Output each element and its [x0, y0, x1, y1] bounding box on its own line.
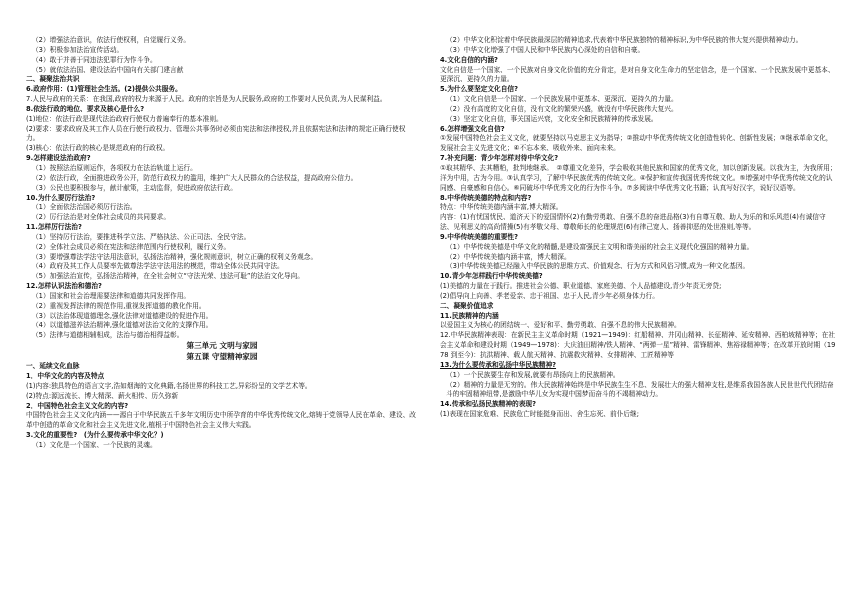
section-heading: 7.补充问题：青少年怎样对待中华文化? [440, 154, 559, 163]
text-line: （1）全面依法治国必须厉行法治。 [32, 203, 137, 212]
section-heading: 10.青少年怎样践行中华传统美德? [440, 272, 543, 281]
text-line: （2）精神的力量是无穷的。伟大民族精神始终是中华民族生生不息、发展壮大的强大精神支柱,是维系我国各族人民世世代代团结奋斗的牢固精神纽带,是激励中华儿女为实现中国梦而奋斗的不竭精神动力。 [446, 380, 834, 399]
text-line: （2）重视发挥法律的规范作用,重视发挥道德的教化作用。 [32, 301, 206, 310]
text-line: (1)美德的力量在于践行。推进社会公德、职业道德、家庭美德、个人品德建设,青少年责无旁贷; [440, 282, 722, 291]
text-line: 12.中华民族精神表现：在新民主主义革命时期（1921—1949)：红船精神、井冈山精神、长征精神、延安精神、西柏坡精神等；在社会主义革命和建设时期（1949—1978)：大庆油田精神/铁人精神、“两弹一星”精神、雷锋精神、焦裕禄精神等；在改革开放时期（1978 到至今)：抗洪精神、载人航天精神、抗震救灾精神、女排精神、工匠精神等 [440, 331, 836, 359]
section-heading: 11.怎样厉行法治? [26, 223, 82, 232]
section-heading: 第五课 守望精神家园 [186, 351, 258, 361]
section-heading: 一、延续文化血脉 [26, 362, 80, 371]
section-heading: 10.为什么要厉行法治? [26, 193, 96, 202]
text-line: (1)表现在国家危难、民族危亡时能挺身而出、舍生忘死、前仆后继; [440, 410, 639, 419]
section-heading: 5.为什么要坚定文化自信? [440, 85, 518, 94]
text-line: （1）坚持厉行法治，要推进科学立法、严格执法、公正司法、全民守法。 [32, 232, 251, 241]
text-line: （4）以道德滋养法治精神,强化道德对法治文化的支撑作用。 [32, 321, 213, 330]
text-line: （3）积极参加法治宣传活动。 [32, 45, 124, 54]
text-line: (2)倡导向上向善、孝老爱亲、忠于祖国、忠于人民,青少年必须身体力行。 [440, 291, 659, 300]
text-line: （2）中华传统美德内涵丰富，博大精深。 [446, 252, 571, 261]
section-heading: 13.为什么要传承和弘扬中华民族精神? [440, 360, 557, 369]
section-heading: 4.文化自信的内涵? [440, 55, 498, 64]
text-line: 中国特色社会主义文化内涵——源自于中华民族五千多年文明历史中所孕育的中华优秀传统文化,熔铸于党领导人民在革命、建设、改革中创造的革命文化和社会主义先进文化,植根于中国特色社会主义伟大实践。 [26, 411, 416, 430]
text-line: （5）法律与道德相辅相成，法治与德治相得益彰。 [32, 331, 184, 340]
text-line: （1）中华传统美德是中华文化的精髓,是建设富强民主文明和谐美丽的社会主义现代化强国的精神力量。 [446, 242, 754, 251]
text-line: （5）加强法治宣传，弘扬法治精神，在全社会树立“守法光荣、违法可耻”的法治文化导向。 [32, 272, 304, 281]
section-heading: 11.民族精神的内涵 [440, 311, 499, 320]
text-line: （3）中华文化增强了中国人民和中华民族内心深处的自信和自豪。 [446, 45, 645, 54]
text-line: （1）文化是一个国家、一个民族的灵魂。 [32, 440, 157, 449]
section-heading: 9.怎样建设法治政府? [26, 154, 91, 163]
text-line: （2）依法行政，全面推进政务公开，防范行政权力的滥用，维护广大人民群众的合法权益，提高政府公信力。 [32, 173, 358, 182]
text-line: 以爱国主义为核心的团结统一、爱好和平、勤劳勇敢、自强不息的伟大民族精神。 [440, 321, 681, 330]
text-line: （1）按照法治原则运作，各项权力在法治轨道上运行。 [32, 163, 197, 172]
section-heading: 14.传承和弘扬民族精神的表现? [440, 400, 536, 409]
section-heading: 1．中华文化的内容及特点 [26, 372, 105, 380]
section-heading: 2．中国特色社会主义文化的内容? [26, 401, 129, 410]
text-line: (1)地位：依法行政是现代法治政府行使权力普遍奉行的基本准则。 [26, 114, 223, 123]
text-line: (1)内容:独具特色的语言文字,浩如烟海的文化典籍,名扬世界的科技工艺,异彩纷呈的文学艺术等。 [26, 381, 312, 390]
text-line: （2）没有高度的文化自信，没有文化的繁荣兴盛，就没有中华民族伟大复兴。 [446, 104, 678, 113]
text-line: 7.人民与政府的关系：在我国,政府的权力来源于人民。政府的宗旨是为人民服务,政府的工作要对人民负责,为人民谋利益。 [26, 95, 387, 104]
text-line: （2）增强法治意识，依法行使权利，自觉履行义务。 [32, 36, 191, 44]
text-line: (3)核心：依法行政的核心是规范政府的行政权。 [26, 144, 170, 153]
text-line: （1）一个民族要生存和发展,就要有昂扬向上的民族精神。 [446, 370, 620, 379]
section-heading: 3.文化的重要性? (为什么要传承中华文化？) [26, 431, 164, 440]
text-line: （3)中华传统美德已经融入中华民族的思维方式、价值观念、行为方式和风俗习惯,成为一种文化基因。 [446, 262, 750, 271]
text-line: 内容：(1)有忧国忧民、道济天下的爱国情怀(2)有勤劳勇敢、自强不息的奋进品格(3)有自尊互敬、助人为乐的和乐风范(4)有诚信守法、见利思义的高尚情操(5)有孝敬父母、尊敬师长的伦理规范(6)有律己宽人、扬善抑恶的处世准则,等等。 [440, 213, 826, 232]
text-line: （2）厉行法治是对全体社会成员的共同要求。 [32, 213, 171, 222]
text-line: （3）公民也要积极参与，献计献策，主动监督，促进政府依法行政。 [32, 183, 237, 192]
section-heading: 12.怎样认识法治和德治? [26, 282, 102, 291]
section-heading: 二、凝聚法治共识 [26, 75, 80, 84]
section-heading: 8.中华传统美德的特点和内容? [440, 193, 532, 202]
text-line: （2）全体社会成员必须在宪法和法律范围内行使权利，履行义务。 [32, 242, 231, 251]
section-heading: 6.怎样增强文化自信? [440, 124, 505, 133]
left-column [26, 36, 418, 451]
text-line: (2)要求：要求政府及其工作人员在行使行政权力、管理公共事务时必须由宪法和法律授权,并且依据宪法和法律的规定正确行使权力。 [26, 124, 406, 143]
text-line: （3）要增强尊法学法守法用法意识，弘扬法治精神，强化规则意识，树立正确的权利义务观念。 [32, 252, 318, 261]
text-line: ①发展中国特色社会主义文化，就要坚持以马克思主义为指导；②推动中华优秀传统文化创造性转化、创新性发展；③继承革命文化，发展社会主义先进文化；④不忘本来、吸收外来、面向未来。 [440, 134, 833, 153]
text-line: 文化自信是一个国家、一个民族对自身文化价值的充分肯定，是对自身文化生命力的坚定信念，是一个国家、一个民族发展中更基本、更深沉、更持久的力量。 [440, 65, 835, 84]
text-line: （5）就依法治国、建设法治中国向有关部门建言献 [32, 65, 184, 74]
text-line: (2)特点:源远流长、博大精深、薪火相传、历久弥新 [26, 391, 179, 400]
section-heading: 9.中华传统美德的重要性? [440, 232, 518, 241]
text-line: （4）敢于并善于同违法犯罪行为作斗争。 [32, 55, 157, 64]
text-line: （2）中华文化积淀着中华民族最深层的精神追求,代表着中华民族独特的精神标识,为中华民族的伟大复兴提供精神动力。 [446, 36, 803, 44]
text-line: 特点：中华传统美德内涵丰富,博大精深。 [440, 203, 563, 212]
text-line: ①取其精华、去其糟粕，批判地继承。 ②尊重文化差异，学会吸收其他民族和国家的优秀文化，加以创新发展。以我为主，为我所用；洋为中用，古为今用。③认真学习，了解中华民族优秀的传统文化。④保护和宣传我国优秀传统文化。⑤增强对中华优秀传统文化的认同感、自豪感和自信心。⑥同破坏中华优秀文化的行为作斗争。⑦多阅读中华优秀文化书籍；认真写好汉字，说好汉语等。 [440, 163, 837, 192]
text-line: （3）以法治体现道德理念,强化法律对道德建设的促进作用。 [32, 311, 213, 320]
section-heading: 二、凝聚价值追求 [440, 301, 494, 310]
text-line: （1）国家和社会治理需要法律和道德共同发挥作用。 [32, 291, 191, 300]
text-line: （4）政府及其工作人员要率先做尊法学法守法用法的模范，带动全体公民共同守法。 [32, 262, 284, 271]
text-line: （3）坚定文化自信，事关国运兴衰，文化安全和民族精神的传承发展。 [446, 114, 658, 123]
section-heading: 8.依法行政的地位、要求及核心是什么? [26, 104, 145, 113]
section-heading: 第三单元 文明与家园 [186, 341, 258, 351]
right-column [440, 36, 838, 420]
text-line: （1）文化自信是一个国家、一个民族发展中更基本、更深沉、更持久的力量。 [446, 95, 678, 104]
section-heading: 6.政府作用：(1)管理社会生活。(2)提供公共服务。 [26, 85, 182, 94]
